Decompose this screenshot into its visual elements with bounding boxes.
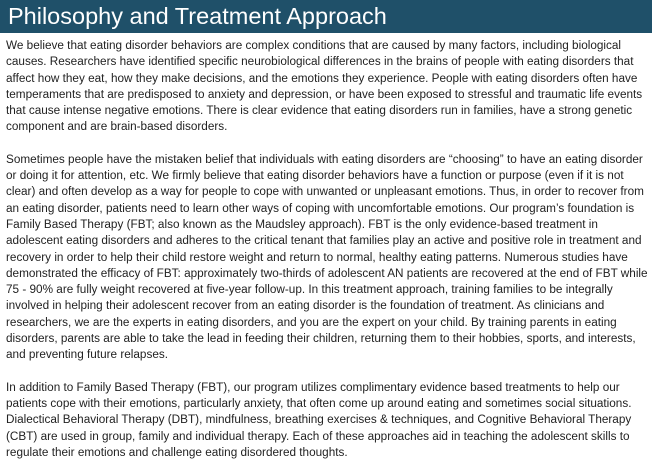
paragraph-complementary-treatments: In addition to Family Based Therapy (FBT), our program utilizes complimentary evidence based treatments to help our patients cope with their emotions, particularly anxiety, that often come up around eating and sometimes social situations. Dialectical Behavioral Therapy (DBT), mindfulness, breathing exercises & techniques, and Cognitive Behavioral Therapy (CBT) are used in group, family and individual therapy. Each of these approaches aid in teaching the adolescent skills to regulate their emotions and challenge eating disordered thoughts.	[6, 380, 632, 459]
section-header	[0, 0, 652, 33]
page-title: Philosophy and Treatment Approach	[8, 3, 387, 29]
article-body	[6, 38, 656, 461]
paragraph-family-based-therapy: Sometimes people have the mistaken belief that individuals with eating disorders are “choosing” to have an eating disorder or doing it for attention, etc. We firmly believe that eating disorder behaviors have a function or purpose (even if it is not clear) and often develop as a way for people to cope with unwanted or unpleasant emotions. Thus, in order to recover from an eating disorder, patients need to learn other ways of coping with uncomfortable emotions. Our program’s foundation is Family Based Therapy (FBT; also known as the Maudsley approach). FBT is the only evidence-based treatment in adolescent eating disorders and adheres to the critical tenant that families play an active and positive role in treatment and recovery in order to help their child restore weight and return to normal, healthy eating patterns. Numerous studies have demonstrated the efficacy of FBT: approximately two-thirds of adolescent AN patients are recovered at the end of FBT while 75 - 90% are fully weight recovered at five-year follow-up. In this treatment approach, training families to be integrally involved in helping their adolescent recover from an eating disorder is the foundation of treatment. As clinicians and researchers, we are the experts in eating disorders, and you are the expert on your child. By training parents in eating disorders, parents are able to take the lead in feeding their children, returning them to their hobbies, sports, and interests, and preventing future relapses.	[6, 152, 648, 362]
paragraph-biological-causes: We believe that eating disorder behaviors are complex conditions that are caused by many factors, including biological causes. Researchers have identified specific neurobiological differences in the brains of people with eating disorders that affect how they eat, how they make decisions, and the emotions they experience. People with eating disorders often have temperaments that are predisposed to anxiety and depression, or have been exposed to stressful and traumatic life events that cause intense negative emotions. There is clear evidence that eating disorders run in families, have a strong genetic component and are brain-based disorders.	[6, 39, 643, 134]
